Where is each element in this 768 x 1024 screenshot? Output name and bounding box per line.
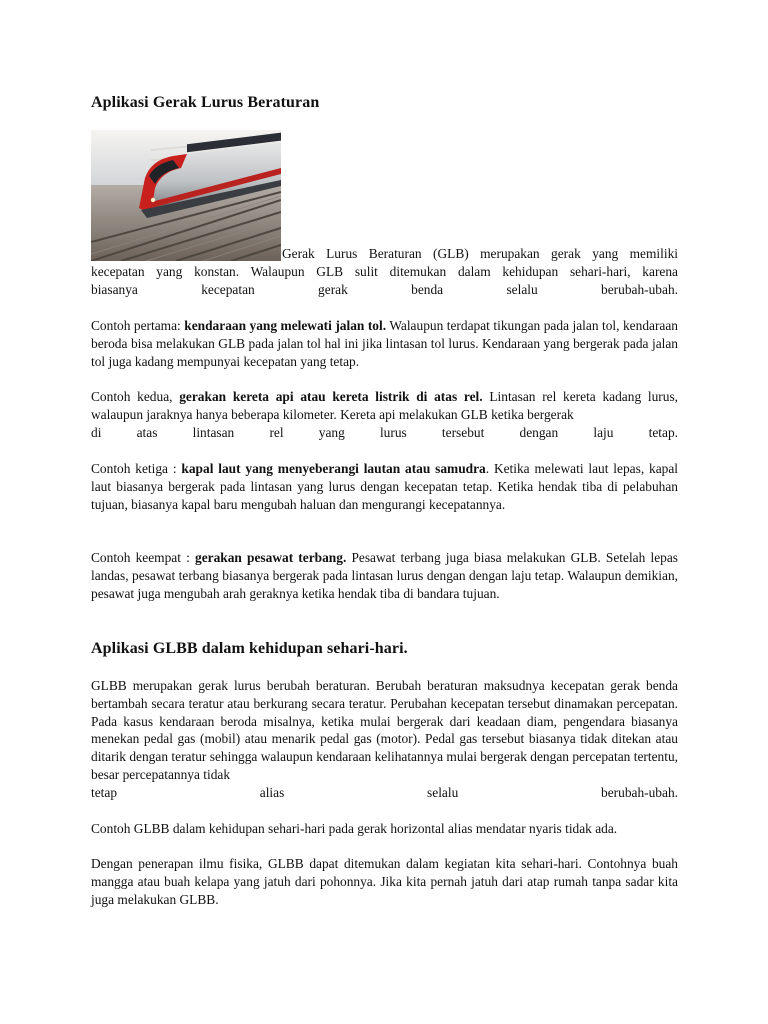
example-2-last-line: di atas lintasan rel yang lurus tersebut dengan laju tetap. xyxy=(91,424,678,440)
example-3-lead: Contoh ketiga : xyxy=(91,461,182,476)
glbb-paragraph-1-last-line: tetap alias selalu berubah-ubah. xyxy=(91,784,678,800)
example-2-text: Lintasan rel kereta kadang lurus, walaupun jaraknya hanya beberapa kilometer. Kereta api melakukan GLB ketika bergerak xyxy=(91,389,678,422)
glbb-paragraph-1 xyxy=(91,677,678,802)
section-title-glbb: Aplikasi GLBB dalam kehidupan sehari-hari. xyxy=(91,640,408,657)
example-4-text: Pesawat terbang juga biasa melakukan GLB. Setelah lepas landas, pesawat terbang biasanya bergerak pada lintasan lurus dengan dengan laju tetap. Walaupun demikian, pesawat juga mengubah arah geraknya ketika hendak tiba di bandara tujuan. xyxy=(91,550,678,601)
glb-intro-text-1: Gerak Lurus Beraturan (GLB) merupakan gerak yang memiliki xyxy=(282,246,678,261)
example-2-bold: gerakan kereta api atau kereta listrik di atas rel. xyxy=(179,389,483,404)
example-3-bold: kapal laut yang menyeberangi lautan atau samudra xyxy=(181,461,486,476)
train-photo xyxy=(91,130,281,261)
example-4-bold: gerakan pesawat terbang. xyxy=(195,550,347,565)
example-3-text: . Ketika melewati laut lepas, kapal laut biasanya bergerak pada lintasan yang lurus dengan kecepatan tetap. Ketika hendak tiba di pelabuhan tujuan, biasanya kapal baru mengubah haluan dan mengurangi kecepatannya. xyxy=(91,461,679,512)
example-2-lead: Contoh kedua, xyxy=(91,389,180,404)
glb-example-3 xyxy=(91,460,678,513)
glb-intro-text-2: kecepatan yang konstan. Walaupun GLB sulit ditemukan dalam kehidupan sehari-hari, karena xyxy=(91,264,678,279)
glbb-paragraph-1-text: GLBB merupakan gerak lurus berubah beraturan. Berubah beraturan maksudnya kecepatan gerak benda bertambah secara teratur atau berkurang secara teratur. Perubahan kecepatan tersebut dinamakan percepatan. Pada kasus kendaraan beroda misalnya, ketika mulai bergerak dari keadaan diam, pengendara biasanya menekan pedal gas (mobil) atau menarik pedal gas (motor). Pedal gas tersebut biasanya tidak ditekan atau ditarik dengan teratur sehingga walaupun kendaraan kelihatannya mulai bergerak dengan percepatan tertentu, besar percepatannya tidak xyxy=(91,678,678,782)
glb-intro-paragraph xyxy=(91,263,678,299)
glbb-paragraph-3: Dengan penerapan ilmu fisika, GLBB dapat ditemukan dalam kegiatan kita sehari-hari. Contohnya buah mangga atau buah kelapa yang jatuh dari pohonnya. Jika kita pernah jatuh dari atap rumah tanpa sadar kita juga melakukan GLBB. xyxy=(91,856,678,907)
example-1-text: Walaupun terdapat tikungan pada jalan tol, kendaraan beroda bisa melakukan GLB pada jalan tol hal ini jika lintasan tol lurus. Kendaraan yang bergerak pada jalan tol juga kadang mempunyai kecepatan yang tetap. xyxy=(91,318,678,369)
glb-intro-line1 xyxy=(282,245,678,263)
section-title-glb: Aplikasi Gerak Lurus Beraturan xyxy=(91,94,320,111)
glb-example-1 xyxy=(91,317,678,370)
glb-example-2 xyxy=(91,388,678,441)
glbb-paragraph-2: Contoh GLBB dalam kehidupan sehari-hari pada gerak horizontal alias mendatar nyaris tidak ada. xyxy=(91,821,618,836)
glb-example-4 xyxy=(91,549,678,602)
example-1-lead: Contoh pertama: xyxy=(91,318,185,333)
example-4-lead: Contoh keempat : xyxy=(91,550,195,565)
glb-intro-text-3: biasanya kecepatan gerak benda selalu berubah-ubah. xyxy=(91,281,678,297)
example-1-bold: kendaraan yang melewati jalan tol. xyxy=(184,318,387,333)
